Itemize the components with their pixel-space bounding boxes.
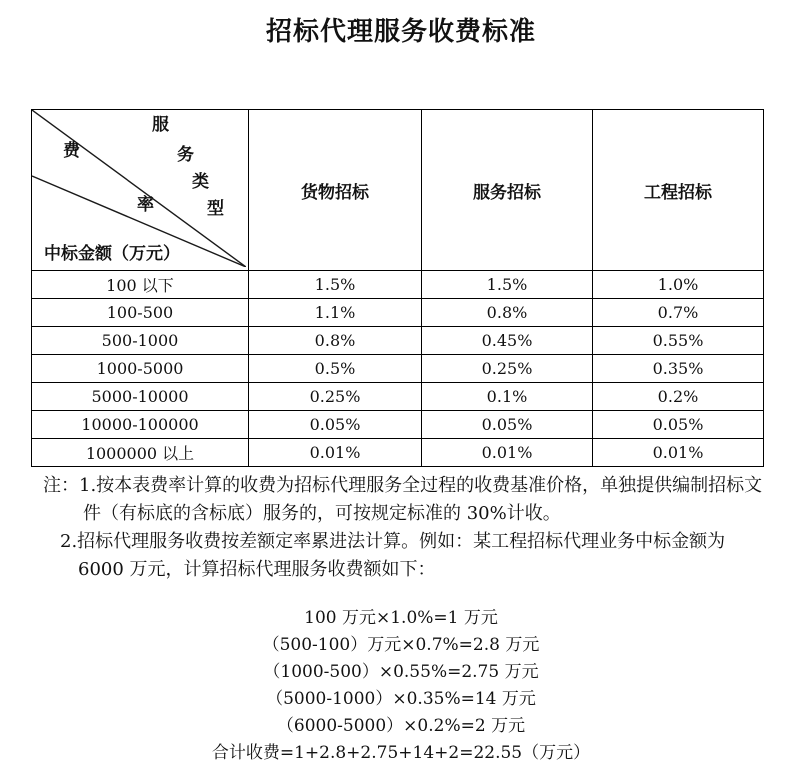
calc-line: （5000-1000）×0.35%=14 万元 — [266, 689, 536, 709]
rate-cell: 0.45% — [422, 327, 593, 355]
rate-cell: 1.5% — [249, 271, 422, 299]
note-line: 2.招标代理服务收费按差额定率累进法计算。例如：某工程招标代理业务中标金额为 — [60, 531, 726, 552]
table-row — [32, 299, 764, 327]
rate-cell: 0.25% — [422, 355, 593, 383]
rate-cell: 0.55% — [593, 327, 764, 355]
calc-line: （6000-5000）×0.2%=2 万元 — [276, 716, 526, 736]
rate-cell: 0.05% — [422, 411, 593, 439]
table-header-row — [32, 110, 764, 271]
table-row — [32, 411, 764, 439]
corner-label-amount: 中标金额（万元） — [44, 244, 180, 264]
rate-cell: 0.1% — [422, 383, 593, 411]
note-line: 注：1.按本表费率计算的收费为招标代理服务全过程的收费基准价格，单独提供编制招标文 — [43, 475, 763, 496]
diagonal-header-cell — [32, 110, 249, 271]
amount-cell: 10000-100000 — [32, 411, 249, 439]
rate-cell: 1.5% — [422, 271, 593, 299]
calc-line: 合计收费=1+2.8+2.75+14+2=22.55（万元） — [211, 743, 591, 763]
amount-cell: 100 以下 — [32, 271, 249, 299]
amount-cell: 1000000 以上 — [32, 439, 249, 467]
calc-line: （500-100）万元×0.7%=2.8 万元 — [262, 635, 540, 655]
rate-cell: 0.8% — [249, 327, 422, 355]
amount-cell: 1000-5000 — [32, 355, 249, 383]
rate-cell: 0.35% — [593, 355, 764, 383]
rate-cell: 1.1% — [249, 299, 422, 327]
table-row — [32, 327, 764, 355]
table-row — [32, 271, 764, 299]
column-header-goods: 货物招标 — [249, 110, 422, 271]
table-row — [32, 439, 764, 467]
rate-cell: 0.01% — [249, 439, 422, 467]
note-line: 6000 万元，计算招标代理服务收费额如下： — [78, 559, 436, 580]
rate-cell: 0.8% — [422, 299, 593, 327]
rate-cell: 0.01% — [593, 439, 764, 467]
rate-cell: 0.05% — [249, 411, 422, 439]
amount-cell: 100-500 — [32, 299, 249, 327]
rate-cell: 0.01% — [422, 439, 593, 467]
corner-label-service-char: 类 — [192, 172, 209, 192]
corner-label-fee-char: 率 — [137, 195, 154, 215]
calc-line: 100 万元×1.0%=1 万元 — [304, 608, 498, 628]
table-row — [32, 355, 764, 383]
rate-cell: 1.0% — [593, 271, 764, 299]
table-row — [32, 383, 764, 411]
rate-cell: 0.05% — [593, 411, 764, 439]
rate-cell: 0.7% — [593, 299, 764, 327]
amount-cell: 500-1000 — [32, 327, 249, 355]
rate-cell: 0.25% — [249, 383, 422, 411]
calc-line: （1000-500）×0.55%=2.75 万元 — [263, 662, 539, 682]
page-title: 招标代理服务收费标准 — [265, 17, 536, 47]
rate-cell: 0.2% — [593, 383, 764, 411]
rate-cell: 0.5% — [249, 355, 422, 383]
corner-label-service-char: 服 — [152, 115, 169, 135]
corner-label-fee-char: 费 — [63, 141, 80, 161]
column-header-engineering: 工程招标 — [593, 110, 764, 271]
amount-cell: 5000-10000 — [32, 383, 249, 411]
corner-label-service-char: 型 — [207, 199, 224, 219]
fee-rate-table — [31, 109, 764, 467]
corner-label-service-char: 务 — [177, 145, 194, 165]
note-line: 件（有标底的含标底）服务的，可按规定标准的 30%计收。 — [83, 503, 561, 524]
column-header-service: 服务招标 — [422, 110, 593, 271]
